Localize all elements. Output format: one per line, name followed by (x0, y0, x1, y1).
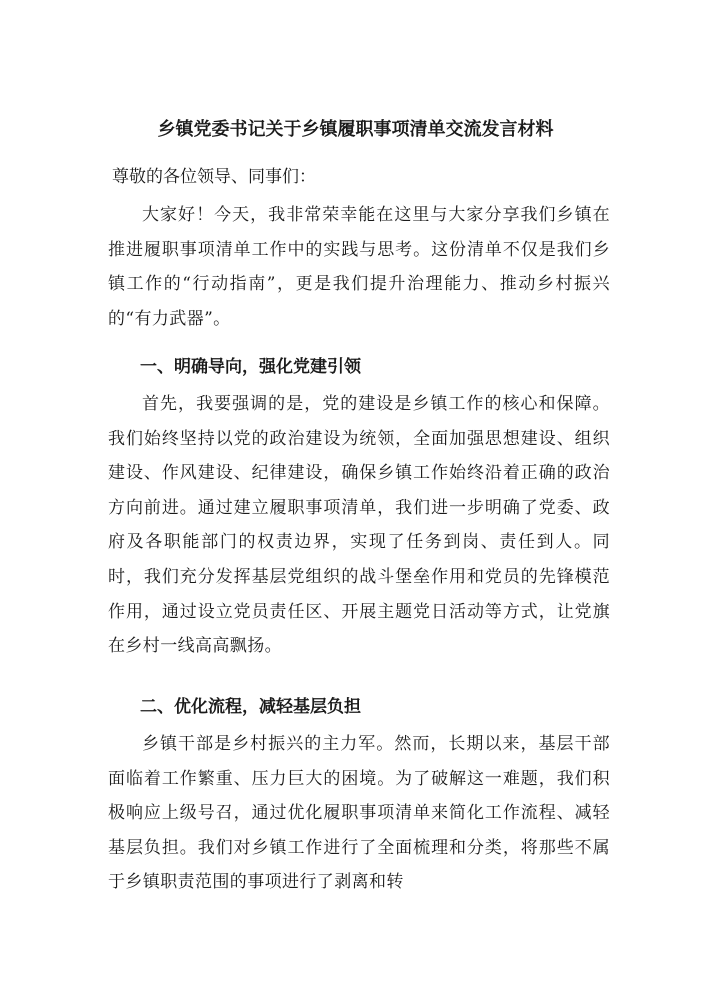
section-heading-2: 二、优化流程，减轻基层负担 (140, 697, 361, 717)
section-1-paragraph: 首先，我要强调的是，党的建设是乡镇工作的核心和保障。我们始终坚持以党的政治建设为统领，全面加强思想建设、组织建设、作风建设、纪律建设，确保乡镇工作始终沿着正确的政治方向前进。通过建立履职事项清单，我们进一步明确了党委、政府及各职能部门的权责边界，实现了任务到岗、责任到人。同时，我们充分发挥基层党组织的战斗堡垒作用和党员的先锋模范作用，通过设立党员责任区、开展主题党日活动等方式，让党旗在乡村一线高高飘扬。 (108, 394, 610, 657)
intro-block (108, 198, 610, 336)
section-2-paragraph: 乡镇干部是乡村振兴的主力军。然而，长期以来，基层干部面临着工作繁重、压力巨大的困境。为了破解这一难题，我们积极响应上级号召，通过优化履职事项清单来简化工作流程、减轻基层负担。我们对乡镇工作进行了全面梳理和分类，将那些不属于乡镇职责范围的事项进行了剥离和转 (108, 734, 610, 893)
section-heading-1: 一、明确导向，强化党建引领 (140, 357, 361, 377)
salutation: 尊敬的各位领导、同事们： (112, 167, 316, 187)
intro-paragraph: 大家好！今天，我非常荣幸能在这里与大家分享我们乡镇在推进履职事项清单工作中的实践与思考。这份清单不仅是我们乡镇工作的“行动指南”，更是我们提升治理能力、推动乡村振兴的“有力武器”。 (108, 205, 610, 329)
document-title: 乡镇党委书记关于乡镇履职事项清单交流发言材料 (157, 119, 554, 140)
section-1-block (108, 387, 610, 664)
section-2-block (108, 727, 610, 900)
